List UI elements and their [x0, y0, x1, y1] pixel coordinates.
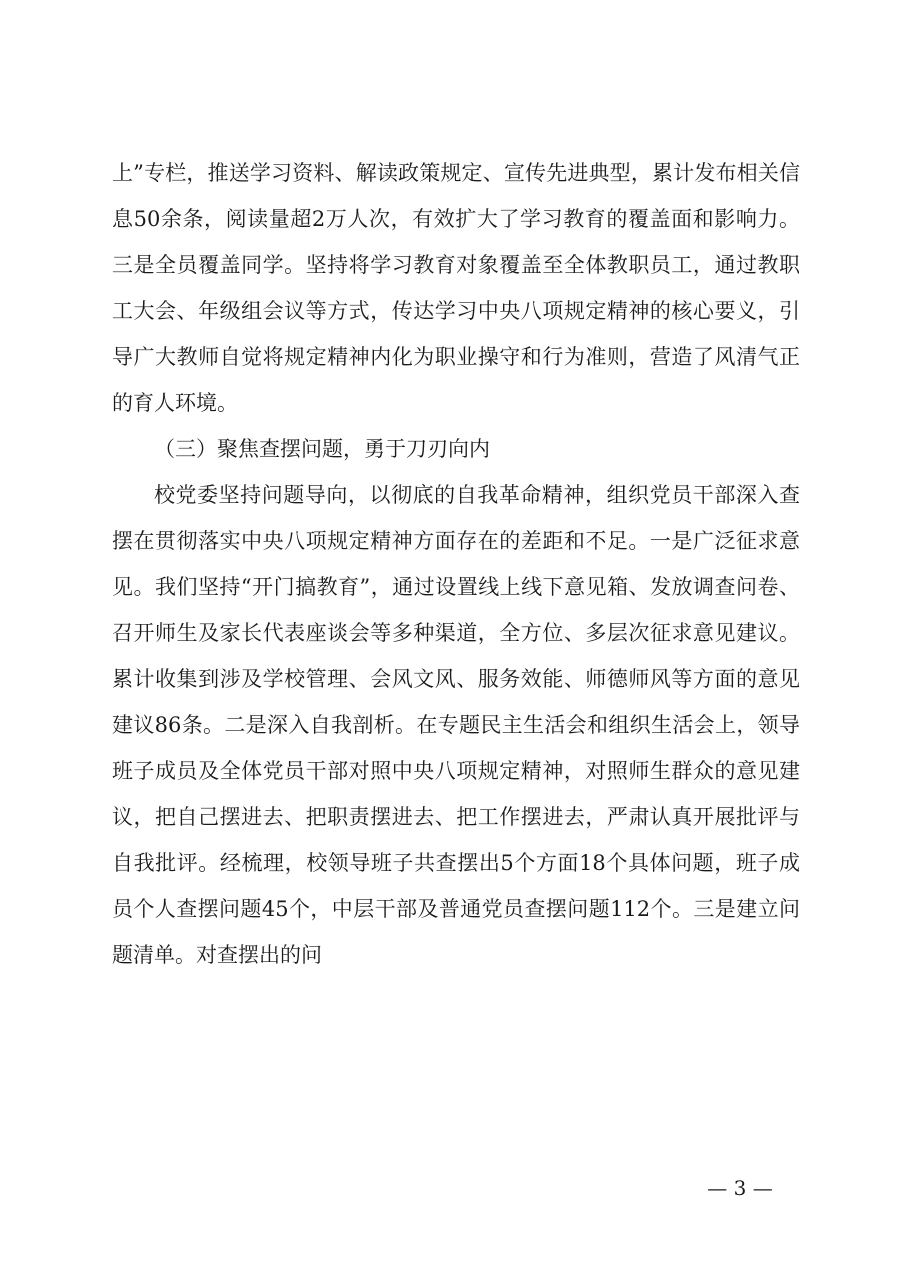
section-heading: （三）聚焦查摆问题，勇于刀刃向内	[154, 437, 490, 461]
page-number: — 3 —	[707, 1176, 773, 1200]
paragraph-learning-coverage: 上”专栏，推送学习资料、解读政策规定、宣传先进典型，累计发布相关信息50余条，阅读量超2万人次，有效扩大了学习教育的覆盖面和影响力。三是全员覆盖同学。坚持将学习教育对象覆盖至全体教职员工，通过教职工大会、年级组会议等方式，传达学习中央八项规定精神的核心要义，引导广大教师自觉将规定精神内化为职业操守和行为准则，营造了风清气正的育人环境。	[112, 161, 800, 415]
body-text	[112, 150, 800, 978]
paragraph-problem-checking: 校党委坚持问题导向，以彻底的自我革命精神，组织党员干部深入查摆在贯彻落实中央八项规定精神方面存在的差距和不足。一是广泛征求意见。我们坚持“开门搞教育”，通过设置线上线下意见箱、发放调查问卷、召开师生及家长代表座谈会等多种渠道，全方位、多层次征求意见建议。累计收集到涉及学校管理、会风文风、服务效能、师德师风等方面的意见建议86条。二是深入自我剖析。在专题民主生活会和组织生活会上，领导班子成员及全体党员干部对照中央八项规定精神，对照师生群众的意见建议，把自己摆进去、把职责摆进去、把工作摆进去，严肃认真开展批评与自我批评。经梳理，校领导班子共查摆出5个方面18个具体问题，班子成员个人查摆问题45个，中层干部及普通党员查摆问题112个。三是建立问题清单。对查摆出的问	[112, 483, 800, 967]
